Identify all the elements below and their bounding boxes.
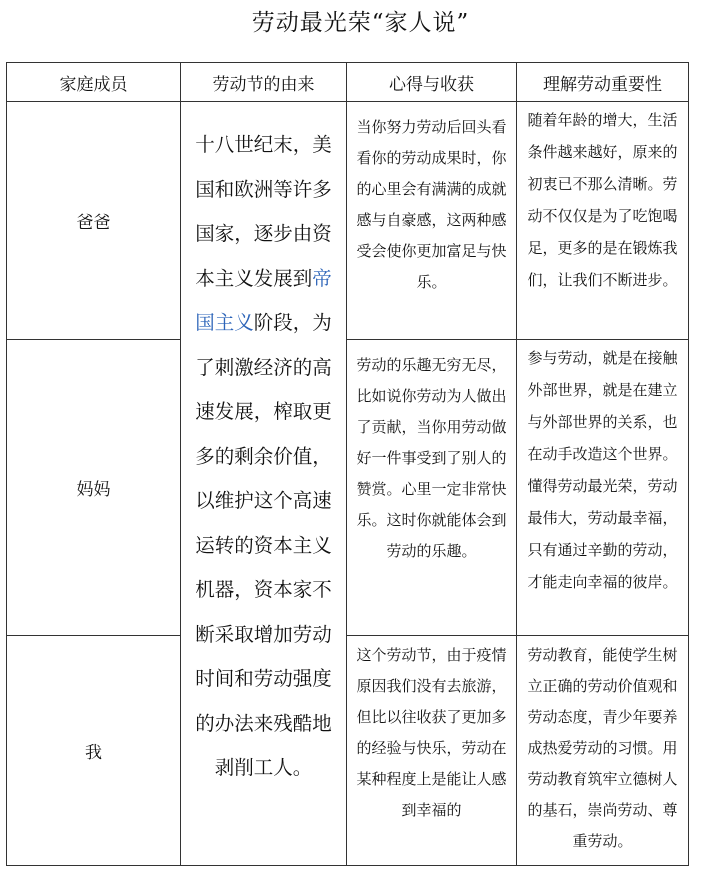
table-row [7,102,689,340]
origin-text-after: 阶段，为了刺激经济的高速发展，榨取更多的剩余价值，以维护这个高速运转的资本主义机器，资本家不断采取增加劳动时间和劳动强度的办法来残酷地剥削工人。 [195,311,332,779]
family-labor-table [6,62,689,866]
header-family-member: 家庭成员 [7,63,181,102]
member-cell: 我 [7,636,181,866]
table-row [7,636,689,866]
insight-cell: 劳动的乐趣无穷无尽，比如说你劳动为人做出了贡献，当你用劳动做好一件事受到了别人的赞赏。心里一定非常快乐。这时你就能体会到劳动的乐趣。 [347,340,517,636]
table-header-row [7,63,689,102]
origin-text-before: 十八世纪末，美国和欧洲等许多国家，逐步由资本主义发展到 [195,133,332,290]
imperialism-link[interactable]: 帝国主义 [195,266,332,334]
table-row [7,340,689,636]
importance-cell: 参与劳动，就是在接触外部世界，就是在建立与外部世界的关系，也在动手改造这个世界。懂得劳动最光荣，劳动最伟大，劳动最幸福，只有通过辛勤的劳动，才能走向幸福的彼岸。 [517,340,689,636]
member-cell: 爸爸 [7,102,181,340]
header-labor-day-origin: 劳动节的由来 [181,63,347,102]
insight-cell: 当你努力劳动后回头看看你的劳动成果时，你的心里会有满满的成就感与自豪感，这两种感受会使你更加富足与快乐。 [347,102,517,340]
header-importance: 理解劳动重要性 [517,63,689,102]
insight-cell: 这个劳动节，由于疫情原因我们没有去旅游，但比以往收获了更加多的经验与快乐，劳动在某种程度上是能让人感到幸福的 [347,636,517,866]
member-cell: 妈妈 [7,340,181,636]
page-title: 劳动最光荣“家人说” [251,10,470,36]
importance-cell: 劳动教育，能使学生树立正确的劳动价值观和劳动态度，青少年要养成热爱劳动的习惯。用劳动教育筑牢立德树人的基石，崇尚劳动、尊重劳动。 [517,636,689,866]
labor-day-origin-cell [181,102,347,866]
header-insights: 心得与收获 [347,63,517,102]
importance-cell: 随着年龄的增大，生活条件越来越好，原来的初衷已不那么清晰。劳动不仅仅是为了吃饱喝足，更多的是在锻炼我们，让我们不断进步。 [517,102,689,340]
